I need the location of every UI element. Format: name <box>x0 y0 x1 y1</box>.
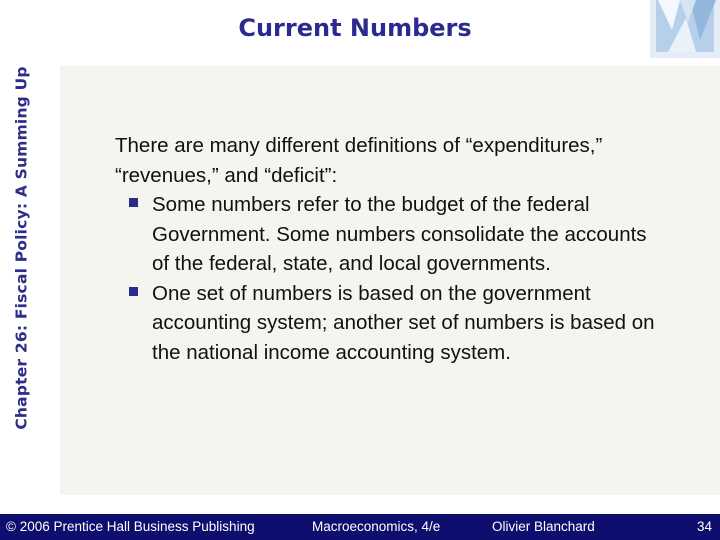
list-item <box>115 190 655 279</box>
slide-title: Current Numbers <box>238 14 472 42</box>
footer-author: Olivier Blanchard <box>492 519 595 534</box>
intro-text: There are many different definitions of “expenditures,” “revenues,” and “deficit”: <box>115 134 603 187</box>
square-bullet-icon <box>129 198 138 207</box>
slide-body <box>115 131 655 367</box>
footer-bar <box>0 514 720 540</box>
bullet-text: One set of numbers is based on the government accounting system; another set of numbers is based on the national income accounting system. <box>152 281 655 364</box>
bullet-list <box>115 190 655 367</box>
chapter-title-text: Chapter 26: Fiscal Policy: A Summing Up <box>13 65 31 430</box>
corner-logo-icon <box>650 0 720 58</box>
chapter-title-vertical <box>0 0 44 495</box>
footer-book-title: Macroeconomics, 4/e <box>312 519 441 534</box>
square-bullet-icon <box>129 287 138 296</box>
bullet-text: Some numbers refer to the budget of the federal Government. Some numbers consolidate the accounts of the federal, state, and local governments. <box>152 193 647 275</box>
list-item <box>115 279 655 368</box>
page-number: 34 <box>696 519 712 534</box>
footer-copyright: © 2006 Prentice Hall Business Publishing <box>6 519 255 534</box>
